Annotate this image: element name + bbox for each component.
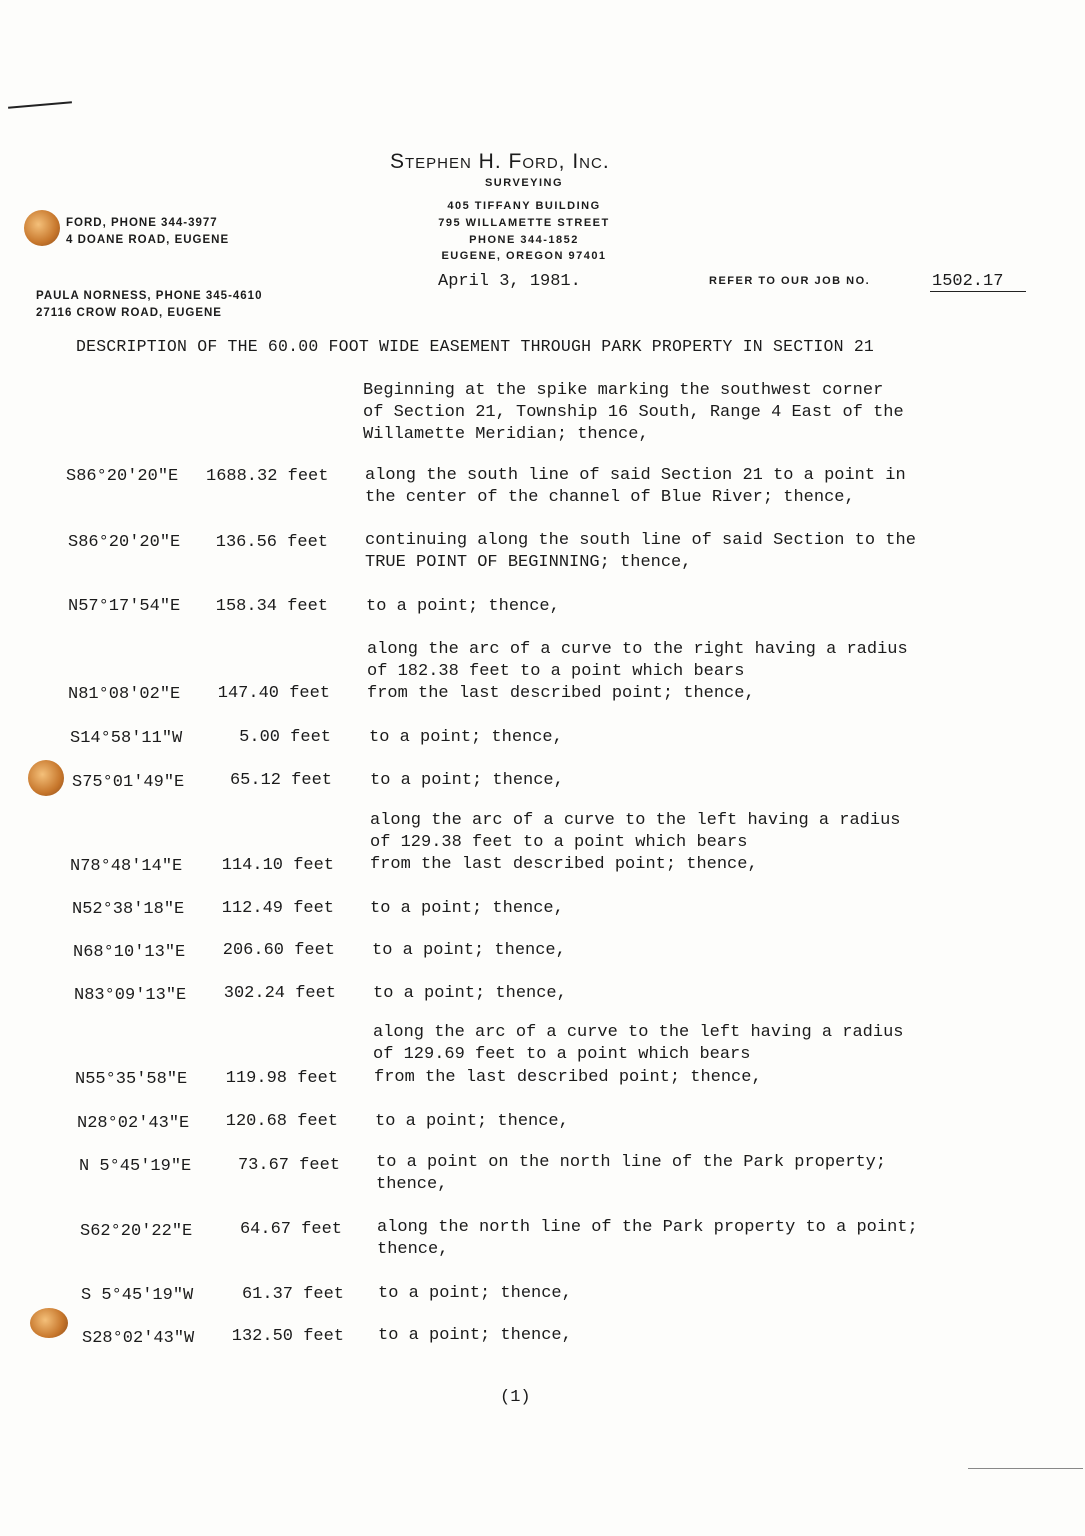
course-bearing: N78°48'14"E — [70, 857, 183, 876]
course-text: to a point; thence, — [378, 1284, 572, 1303]
course-bearing: N 5°45'19"E — [79, 1157, 192, 1176]
course-distance: 114.10 feet — [221, 856, 334, 875]
address-line-2: 795 WILLAMETTE STREET — [438, 217, 610, 229]
course-text: from the last described point; thence, — [367, 684, 755, 703]
contact-norness-address: 27116 CROW ROAD, EUGENE — [36, 307, 222, 319]
course-bearing: S62°20'22"E — [80, 1222, 193, 1241]
bottom-edge-line — [968, 1468, 1083, 1469]
course-text: continuing along the south line of said Section to the TRUE POINT OF BEGINNING; thence, — [365, 531, 916, 572]
punch-hole-top — [24, 210, 60, 246]
course-bearing: S28°02'43"W — [82, 1329, 195, 1348]
course-text: to a point; thence, — [369, 728, 563, 747]
course-text: to a point; thence, — [372, 941, 566, 960]
course-text: along the south line of said Section 21 to a point in the center of the channel of Blue River; thence, — [365, 466, 906, 507]
letter-date: April 3, 1981. — [438, 272, 581, 291]
contact-norness-phone: PAULA NORNESS, PHONE 345-4610 — [36, 290, 263, 302]
address-line-4: EUGENE, OREGON 97401 — [441, 250, 607, 262]
contact-norness — [36, 288, 262, 322]
course-bearing: S 5°45'19"W — [81, 1286, 194, 1305]
contact-ford-address: 4 DOANE ROAD, EUGENE — [66, 234, 230, 246]
course-distance: 5.00 feet — [239, 728, 331, 747]
course-text: along the north line of the Park property to a point; thence, — [377, 1218, 918, 1259]
course-text: from the last described point; thence, — [370, 855, 758, 874]
course-bearing: N52°38'18"E — [72, 900, 185, 919]
document-heading: DESCRIPTION OF THE 60.00 FOOT WIDE EASEMENT THROUGH PARK PROPERTY IN SECTION 21 — [76, 337, 875, 356]
course-text: to a point; thence, — [373, 984, 567, 1003]
contact-ford — [66, 215, 229, 249]
course-bearing: N55°35'58"E — [75, 1070, 188, 1089]
course-distance: 120.68 feet — [225, 1112, 338, 1131]
course-text: to a point on the north line of the Park property; thence, — [376, 1153, 887, 1194]
curve-text: along the arc of a curve to the left having a radius of 129.69 feet to a point which bears — [373, 1023, 904, 1064]
course-distance: 147.40 feet — [217, 684, 330, 703]
pen-mark — [8, 101, 72, 109]
course-bearing: S75°01'49"E — [72, 773, 185, 792]
course-distance: 302.24 feet — [223, 984, 336, 1003]
course-text: to a point; thence, — [378, 1326, 572, 1345]
course-distance: 65.12 feet — [229, 771, 332, 790]
curve-text: along the arc of a curve to the right having a radius of 182.38 feet to a point which bears — [367, 640, 908, 681]
course-bearing: S86°20'20"E — [66, 467, 179, 486]
course-bearing: S14°58'11"W — [70, 729, 183, 748]
job-number: 1502.17 — [930, 272, 1026, 292]
refer-label: REFER TO OUR JOB NO. — [709, 275, 871, 287]
course-distance: 64.67 feet — [239, 1220, 342, 1239]
course-bearing: S86°20'20"E — [68, 533, 181, 552]
intro-paragraph: Beginning at the spike marking the southwest corner of Section 21, Township 16 South, Range 4 East of the Willamette Meridian; thence, — [363, 381, 904, 444]
curve-text: along the arc of a curve to the left having a radius of 129.38 feet to a point which bears — [370, 811, 901, 852]
course-distance: 61.37 feet — [241, 1285, 344, 1304]
page-number: (1) — [500, 1388, 531, 1407]
course-distance: 132.50 feet — [231, 1327, 344, 1346]
course-text: to a point; thence, — [370, 771, 564, 790]
course-bearing: N83°09'13"E — [74, 986, 187, 1005]
course-bearing: N81°08'02"E — [68, 685, 181, 704]
course-distance: 1688.32 feet — [206, 467, 329, 486]
course-distance: 73.67 feet — [237, 1156, 340, 1175]
company-dept: SURVEYING — [484, 177, 564, 189]
course-text: to a point; thence, — [366, 597, 560, 616]
course-text: to a point; thence, — [375, 1112, 569, 1131]
punch-hole-middle — [28, 760, 64, 796]
course-distance: 206.60 feet — [222, 941, 335, 960]
course-distance: 136.56 feet — [215, 533, 328, 552]
address-line-3: PHONE 344-1852 — [469, 234, 579, 246]
company-name: Stephen H. Ford, Inc. — [390, 150, 610, 173]
course-distance: 112.49 feet — [221, 899, 334, 918]
contact-ford-phone: FORD, PHONE 344-3977 — [66, 217, 218, 229]
punch-hole-bottom — [30, 1308, 68, 1338]
course-text: from the last described point; thence, — [374, 1068, 762, 1087]
course-text: to a point; thence, — [370, 899, 564, 918]
course-bearing: N28°02'43"E — [77, 1114, 190, 1133]
course-bearing: N68°10'13"E — [73, 943, 186, 962]
address-line-1: 405 TIFFANY BUILDING — [447, 200, 601, 212]
course-bearing: N57°17'54"E — [68, 597, 181, 616]
course-distance: 119.98 feet — [225, 1069, 338, 1088]
course-distance: 158.34 feet — [215, 597, 328, 616]
